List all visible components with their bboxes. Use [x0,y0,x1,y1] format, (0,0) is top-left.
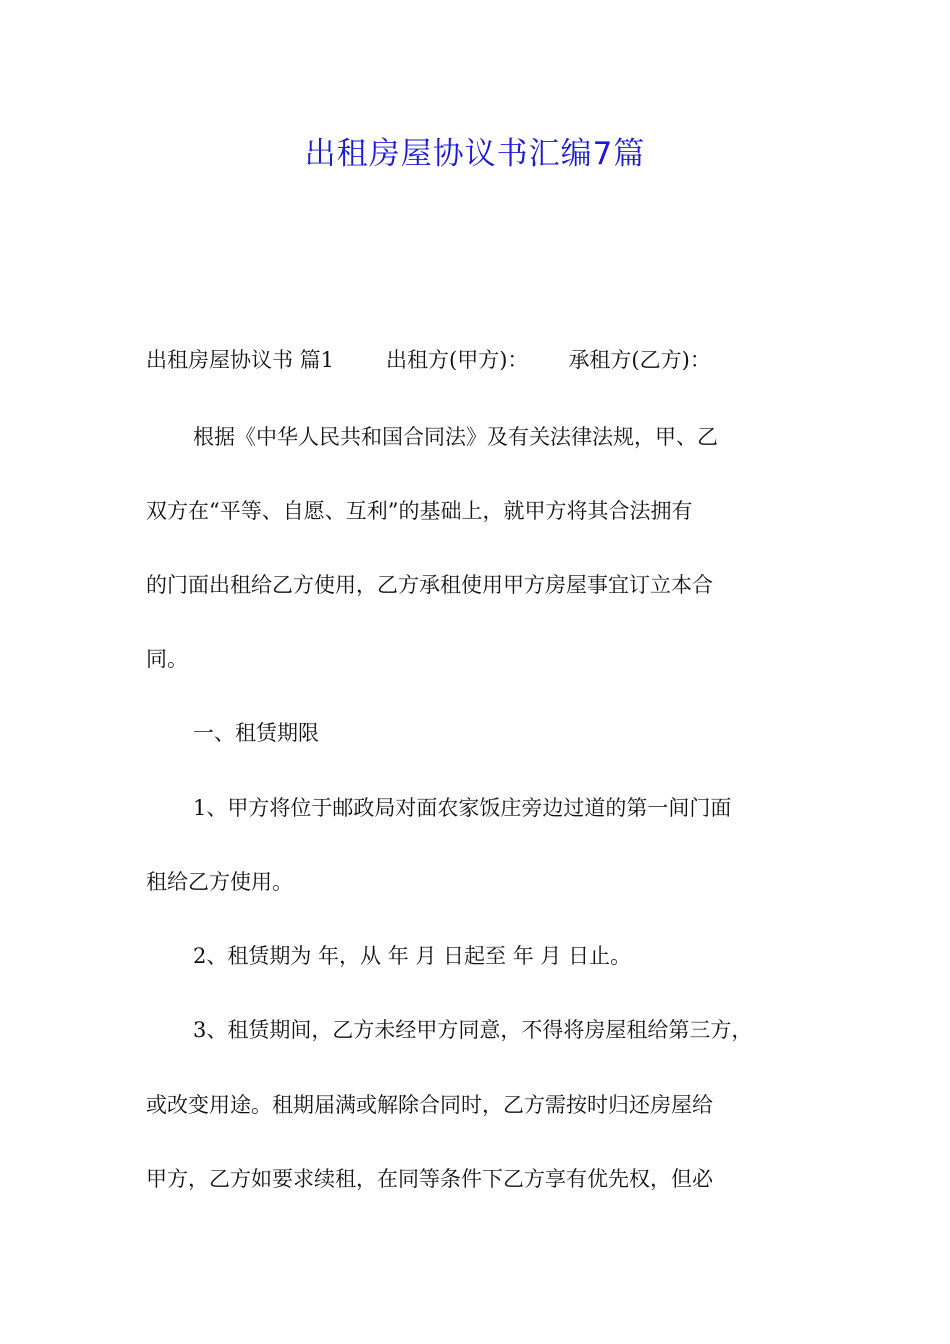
section-heading: 一、租赁期限 [193,721,319,745]
paragraph-line: 或改变用途。租期届满或解除合同时，乙方需按时归还房屋给 [146,1093,713,1117]
section-title: 出租房屋协议书 篇1 [146,348,335,372]
paragraph-line: 3、租赁期间，乙方未经甲方同意，不得将房屋租给第三方， [193,1018,753,1042]
paragraph-line: 2、租赁期为 年，从 年 月 日起至 年 月 日止。 [193,944,632,968]
paragraph-line: 根据《中华人民共和国合同法》及有关法律法规，甲、乙 [193,425,718,449]
paragraph-line: 1、甲方将位于邮政局对面农家饭庄旁边过道的第一间门面 [193,796,732,820]
paragraph-line: 双方在“平等、自愿、互利”的基础上，就甲方将其合法拥有 [146,499,693,523]
section-header-line [146,347,711,373]
lessor-label: 出租方(甲方)： [386,348,529,372]
paragraph-line: 同。 [146,647,188,671]
paragraph-line: 的门面出租给乙方使用，乙方承租使用甲方房屋事宜订立本合 [146,573,713,597]
paragraph-line: 甲方，乙方如要求续租，在同等条件下乙方享有优先权，但必 [146,1167,713,1191]
document-title: 出租房屋协议书汇编7篇 [304,136,646,172]
lessee-label: 承租方(乙方)： [568,348,711,372]
paragraph-line: 租给乙方使用。 [146,870,293,894]
